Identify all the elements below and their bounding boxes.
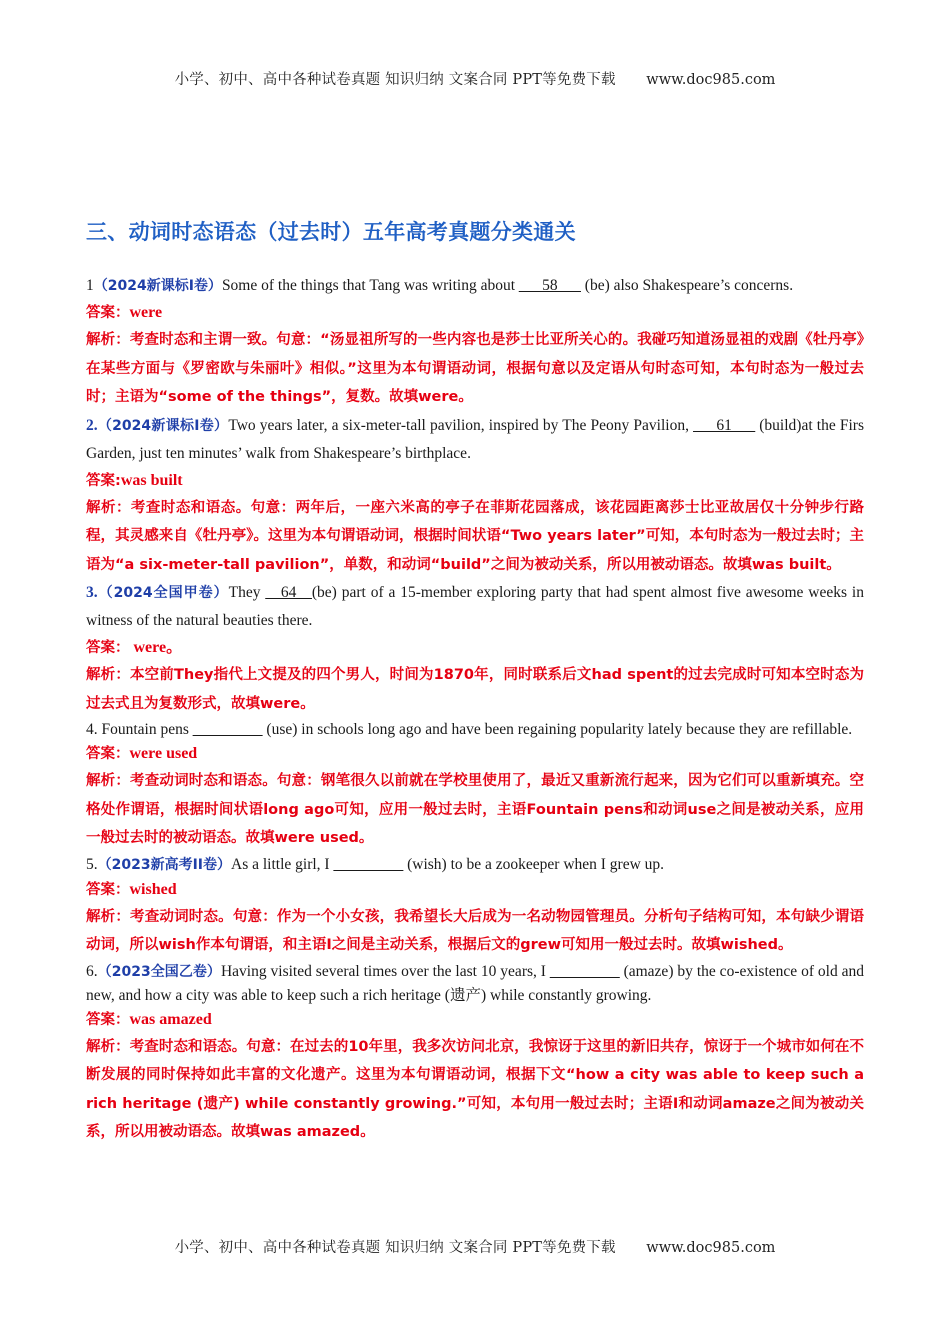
question-text: [86, 272, 864, 300]
question-number: 4.: [86, 721, 98, 738]
answer-label: 答案：: [86, 640, 130, 656]
question-item-5: [86, 853, 864, 960]
question-list: [86, 272, 864, 1147]
answer-line: [86, 468, 864, 494]
answer-value: wished: [129, 880, 177, 898]
answer-line: [86, 1007, 864, 1033]
question-stem-end: (be) part of a 15-member exploring party that had spent almost five awesome weeks in witness of the natural beauties there.: [86, 584, 864, 629]
question-item-4: [86, 718, 864, 853]
answer-blank: __64__: [265, 584, 312, 601]
question-text: [86, 579, 864, 635]
answer-label: 答案：: [86, 881, 130, 898]
header-text: 小学、初中、高中各种试卷真题 知识归纳 文案合同 PPT等免费下载: [174, 72, 616, 88]
question-item-1: [86, 272, 864, 412]
section-title: 三、动词时态语态（过去时）五年高考真题分类通关: [86, 220, 576, 244]
explanation: 解析：考查时态和语态。句意：在过去的10年里，我多次访问北京，我惊讶于这里的新旧共存，惊讶于一个城市如何在不断发展的同时保持如此丰富的文化遗产。这里为本句谓语动词，根据下文“how a city was able to keep such a rich heritage (遗产) while constantly growing.”可知，本句用一般过去时；主语I和动词amaze之间为被动关系，所以用被动语态。故填was amazed。: [86, 1038, 864, 1140]
page-footer: [0, 1236, 950, 1257]
question-source: （2023全国乙卷）: [97, 963, 221, 980]
question-source: （2024全国甲卷）: [97, 585, 229, 601]
explanation: 解析：本空前They指代上文提及的四个男人，时间为1870年，同时联系后文had spent的过去完成时可知本空时态为过去式且为复数形式，故填were。: [86, 667, 864, 712]
answer-value: was amazed: [129, 1010, 212, 1028]
question-source: （2024新课标I卷）: [97, 417, 229, 434]
question-stem-end: (amaze) by the co-existence of old and new, and how a city was able to keep such a rich heritage (遗产) while constantly growing.: [86, 962, 865, 1004]
answer-blank: _________: [192, 721, 263, 738]
answer-label: 答案：: [86, 305, 130, 321]
question-stem-end: (wish) to be a zookeeper when I grew up.: [403, 855, 665, 873]
footer-text: 小学、初中、高中各种试卷真题 知识归纳 文案合同 PPT等免费下载: [174, 1240, 616, 1256]
answer-line: [86, 877, 864, 903]
question-source: （2024新课标I卷）: [93, 278, 222, 294]
question-number: 5.: [86, 855, 98, 873]
answer-value: was built: [120, 471, 183, 489]
question-number: 3.: [86, 584, 98, 601]
explanation: 解析：考查时态和语态。句意：两年后，一座六米高的亭子在菲斯花园落成，该花园距离莎士比亚故居仅十分钟步行路程，其灵感来自《牡丹亭》。这里为本句谓语动词，根据时间状语“Two years later”可知，本句时态为一般过去时；主语为“a six-meter-tall pavilion”，单数，和动词“build”之间为被动关系，所以用被动语态。故填was built。: [86, 499, 864, 573]
question-stem: They: [228, 584, 266, 601]
question-stem: Some of the things that Tang was writing about: [221, 277, 519, 294]
question-number: 1: [86, 277, 94, 294]
answer-blank: ___61___: [693, 416, 756, 434]
question-item-2: [86, 412, 864, 580]
question-text: [86, 718, 864, 741]
answer-value: were used: [129, 745, 198, 762]
explanation: 解析：考查动词时态。句意：作为一个小女孩，我希望长大后成为一名动物园管理员。分析句子结构可知，本句缺少谓语动词，所以wish作本句谓语，和主语I之间是主动关系，根据后文的grew可知用一般过去时。故填wished。: [86, 908, 864, 953]
question-text: [86, 960, 864, 1007]
header-url[interactable]: www.doc985.com: [646, 72, 776, 88]
question-stem: Fountain pens: [97, 721, 193, 738]
question-source: （2023新高考II卷）: [97, 856, 232, 873]
question-stem-end: (use) in schools long ago and have been regaining popularity lately because they are refillable.: [262, 721, 853, 738]
question-number: 2.: [86, 416, 98, 434]
page-header: [0, 68, 950, 89]
answer-line: [86, 635, 864, 661]
explanation: 解析：考查动词时态和语态。句意：钢笔很久以前就在学校里使用了，最近又重新流行起来，因为它们可以重新填充。空格处作谓语，根据时间状语long ago可知，应用一般过去时，主语Fountain pens和动词use之间是被动关系，应用一般过去时的被动语态。故填were used。: [86, 773, 864, 846]
question-item-6: [86, 960, 864, 1147]
answer-blank: ___58___: [518, 277, 581, 294]
answer-label: 答案:: [86, 472, 121, 489]
answer-blank: _________: [549, 962, 620, 980]
answer-blank: _________: [333, 855, 404, 873]
question-item-3: [86, 579, 864, 718]
answer-line: [86, 300, 864, 326]
answer-value: were。: [129, 639, 183, 656]
question-stem-end: (build)at the Firs Garden, just ten minutes’ walk from Shakespeare’s birthplace.: [86, 416, 864, 462]
answer-label: 答案：: [86, 746, 130, 762]
explanation: 解析：考查时态和主谓一致。句意：“汤显祖所写的一些内容也是莎士比亚所关心的。我碰巧知道汤显祖的戏剧《牡丹亭》在某些方面与《罗密欧与朱丽叶》相似。”这里为本句谓语动词，根据句意以及定语从句时态可知，本句时态为一般过去时；主语为“some of the things”，复数。故填were。: [86, 332, 864, 405]
answer-value: were: [129, 304, 163, 321]
question-text: [86, 853, 864, 877]
question-stem: Two years later, a six-meter-tall pavilion, inspired by The Peony Pavilion,: [228, 416, 694, 434]
question-stem: As a little girl, I: [231, 855, 334, 873]
answer-line: [86, 741, 864, 767]
question-text: [86, 412, 864, 468]
question-stem-end: (be) also Shakespeare’s concerns.: [580, 277, 794, 294]
question-number: 6.: [86, 962, 98, 980]
footer-url[interactable]: www.doc985.com: [646, 1240, 776, 1256]
question-stem: Having visited several times over the last 10 years, I: [220, 962, 550, 980]
answer-label: 答案：: [86, 1011, 130, 1028]
